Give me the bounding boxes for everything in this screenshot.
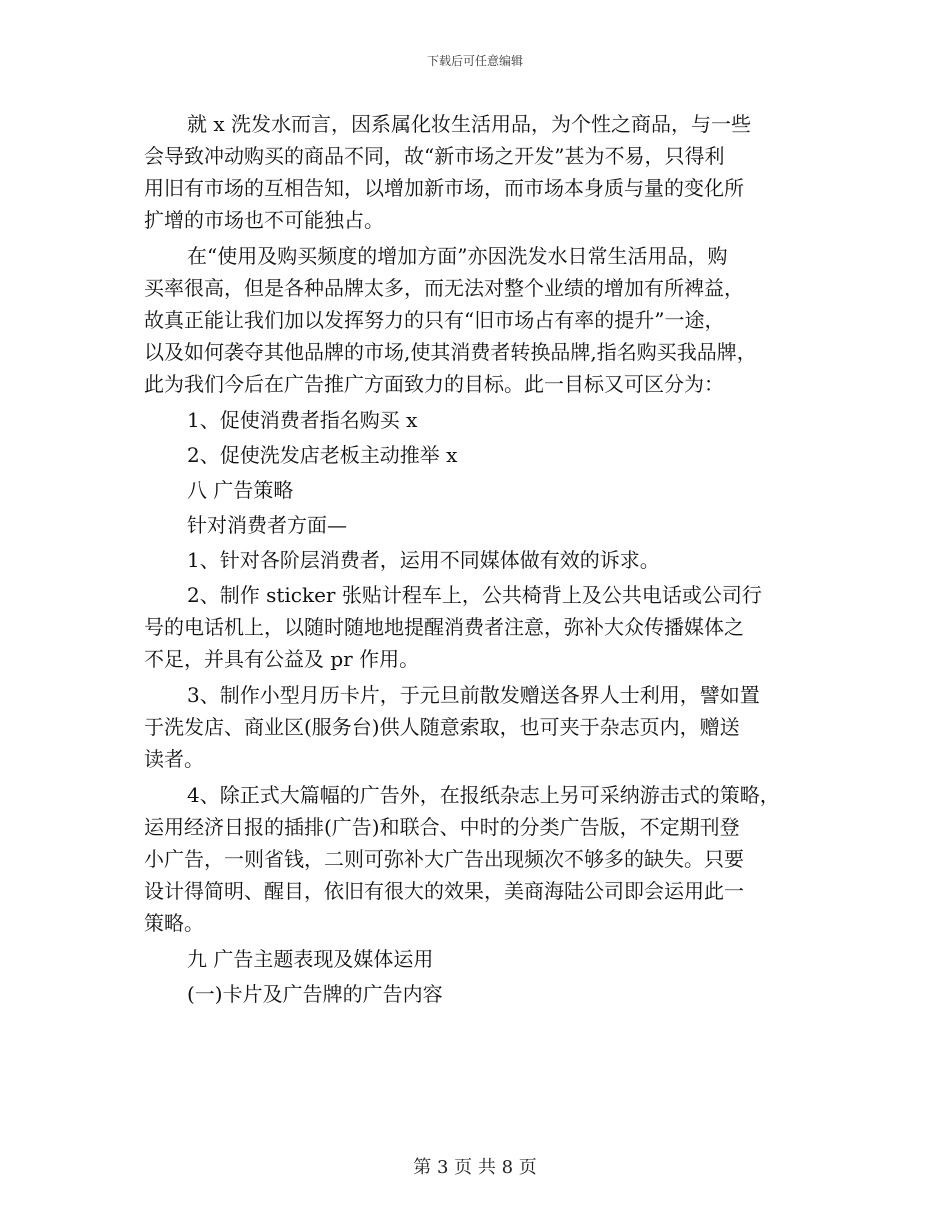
text-line: 会导致冲动购买的商品不同，故“新市场之开发”甚为不易，只得利 <box>144 144 725 168</box>
text-line: 4、除正式大篇幅的广告外，在报纸杂志上另可采纳游击式的策略， <box>187 783 780 807</box>
text-line: 于洗发店、商业区(服务台)供人随意索取，也可夹于杂志页内，赠送 <box>144 715 740 739</box>
section-heading <box>144 943 834 975</box>
list-item <box>144 544 834 576</box>
text-line: 小广告，一则省钱，二则可弥补大广告出现频次不够多的缺失。只要 <box>144 847 744 871</box>
list-item <box>144 404 834 436</box>
text-line: 用旧有市场的互相告知，以增加新市场，而市场本身质与量的变化所 <box>144 176 744 200</box>
text-line: 就 x 洗发水而言，因系属化妆生活用品，为个性之商品，与一些 <box>187 112 751 136</box>
text-line: 2、促使洗发店老板主动推举 x <box>187 443 458 467</box>
page-header-note: 下载后可任意编辑 <box>426 54 523 68</box>
text-line: 针对消费者方面— <box>187 513 347 537</box>
section-heading <box>144 474 834 506</box>
text-line: 3、制作小型月历卡片，于元旦前散发赠送各界人士利用，譬如置 <box>187 683 760 707</box>
text-line: 在“使用及购买频度的增加方面”亦因洗发水日常生活用品，购 <box>187 244 728 268</box>
text-line: 设计得简明、醒目，依旧有很大的效果，美商海陆公司即会运用此一 <box>144 879 744 903</box>
text-line: 2、制作 sticker 张贴计程车上，公共椅背上及公共电话或公司行 <box>187 583 762 607</box>
document-body <box>144 108 834 1013</box>
text-line: 以及如何袭夺其他品牌的市场,使其消费者转换品牌,指名购买我品牌， <box>144 340 757 364</box>
text-line: 号的电话机上，以随时随地地提醒消费者注意，弥补大众传播媒体之 <box>144 615 744 639</box>
text-line: 此为我们今后在广告推广方面致力的目标。此一目标又可区分为： <box>144 372 724 396</box>
text-line: 扩增的市场也不可能独占。 <box>144 208 384 232</box>
text-line: 买率很高，但是各种品牌太多，而无法对整个业绩的增加有所裨益， <box>144 276 744 300</box>
text-line: 九 广告主题表现及媒体运用 <box>187 947 434 971</box>
text-line: 策略。 <box>144 911 204 935</box>
text-line: (一)卡片及广告牌的广告内容 <box>187 982 443 1006</box>
text-line: 运用经济日报的插排(广告)和联合、中时的分类广告版，不定期刊登 <box>144 815 740 839</box>
paragraph <box>144 679 834 775</box>
list-item <box>144 439 834 471</box>
subheading <box>144 509 834 541</box>
paragraph <box>144 240 834 400</box>
page-number: 第 3 页 共 8 页 <box>413 1157 537 1178</box>
subheading <box>144 978 834 1010</box>
text-line: 1、针对各阶层消费者，运用不同媒体做有效的诉求。 <box>187 548 660 572</box>
text-line: 八 广告策略 <box>187 478 294 502</box>
text-line: 不足，并具有公益及 pr 作用。 <box>144 647 420 671</box>
paragraph <box>144 579 834 675</box>
text-line: 故真正能让我们加以发挥努力的只有“旧市场占有率的提升”一途， <box>144 308 725 332</box>
text-line: 1、促使消费者指名购买 x <box>187 408 418 432</box>
text-line: 读者。 <box>144 747 204 771</box>
paragraph <box>144 779 834 939</box>
paragraph <box>144 108 834 236</box>
